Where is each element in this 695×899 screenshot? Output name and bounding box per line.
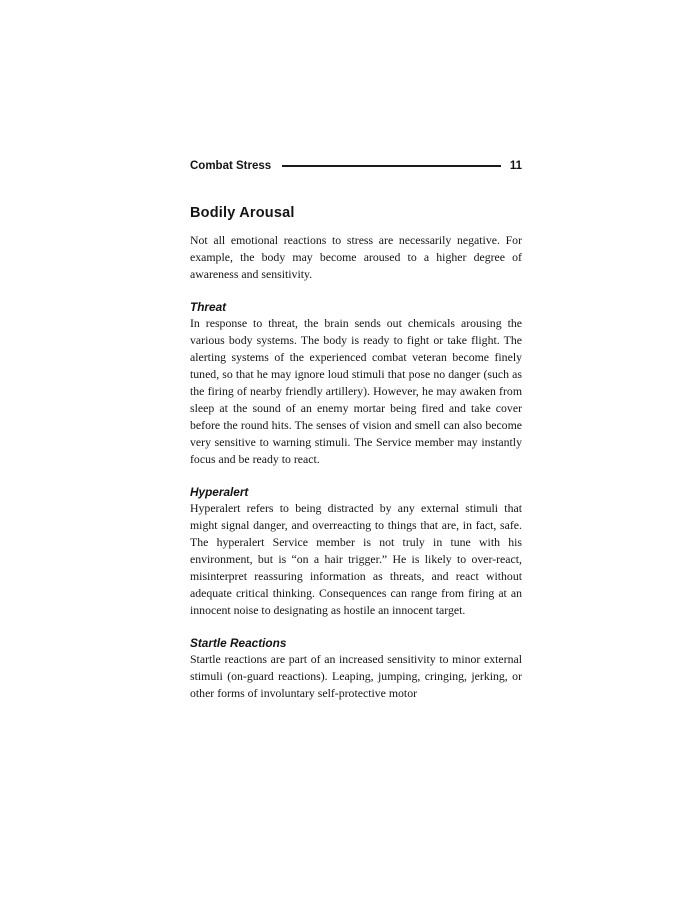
section-threat bbox=[190, 300, 522, 468]
page-title: Bodily Arousal bbox=[190, 205, 295, 221]
section-hyperalert bbox=[190, 485, 522, 619]
section-body: In response to threat, the brain sends out chemicals arousing the various body systems. The body is ready to fight or take flight. The alerting systems of the experienced combat veteran become finely tuned, so that he may ignore loud stimuli that pose no danger (such as the firing of nearby friendly artillery). However, he may awaken from sleep at the sound of an enemy mortar being fired and take cover before the round hits. The senses of vision and smell can also become very sensitive to warning stimuli. The Service member may instantly focus and be ready to react. bbox=[190, 316, 522, 466]
page-content bbox=[190, 160, 522, 702]
section-body: Hyperalert refers to being distracted by any external stimuli that might signal danger, and overreacting to things that are, in fact, safe. The hyperalert Service member is not truly in tune with his environment, but is “on a hair trigger.” He is likely to over-react, misinterpret reassuring information as threats, and react without adequate critical thinking. Consequences can range from firing at an innocent noise to designating as hostile an innocent target. bbox=[190, 501, 522, 617]
header-rule bbox=[282, 165, 501, 167]
running-header bbox=[190, 160, 522, 172]
section-heading: Hyperalert bbox=[190, 485, 249, 499]
section-heading: Threat bbox=[190, 300, 227, 314]
section-startle-reactions bbox=[190, 636, 522, 702]
section-body: Startle reactions are part of an increased sensitivity to minor external stimuli (on-guard reactions). Leaping, jumping, cringing, jerking, or other forms of involuntary self-protective motor bbox=[190, 652, 522, 700]
section-heading: Startle Reactions bbox=[190, 636, 287, 650]
running-header-title: Combat Stress bbox=[190, 160, 272, 172]
page-number: 11 bbox=[509, 160, 522, 172]
intro-paragraph: Not all emotional reactions to stress are necessarily negative. For example, the body may become aroused to a higher degree of awareness and sensitivity. bbox=[190, 233, 522, 281]
